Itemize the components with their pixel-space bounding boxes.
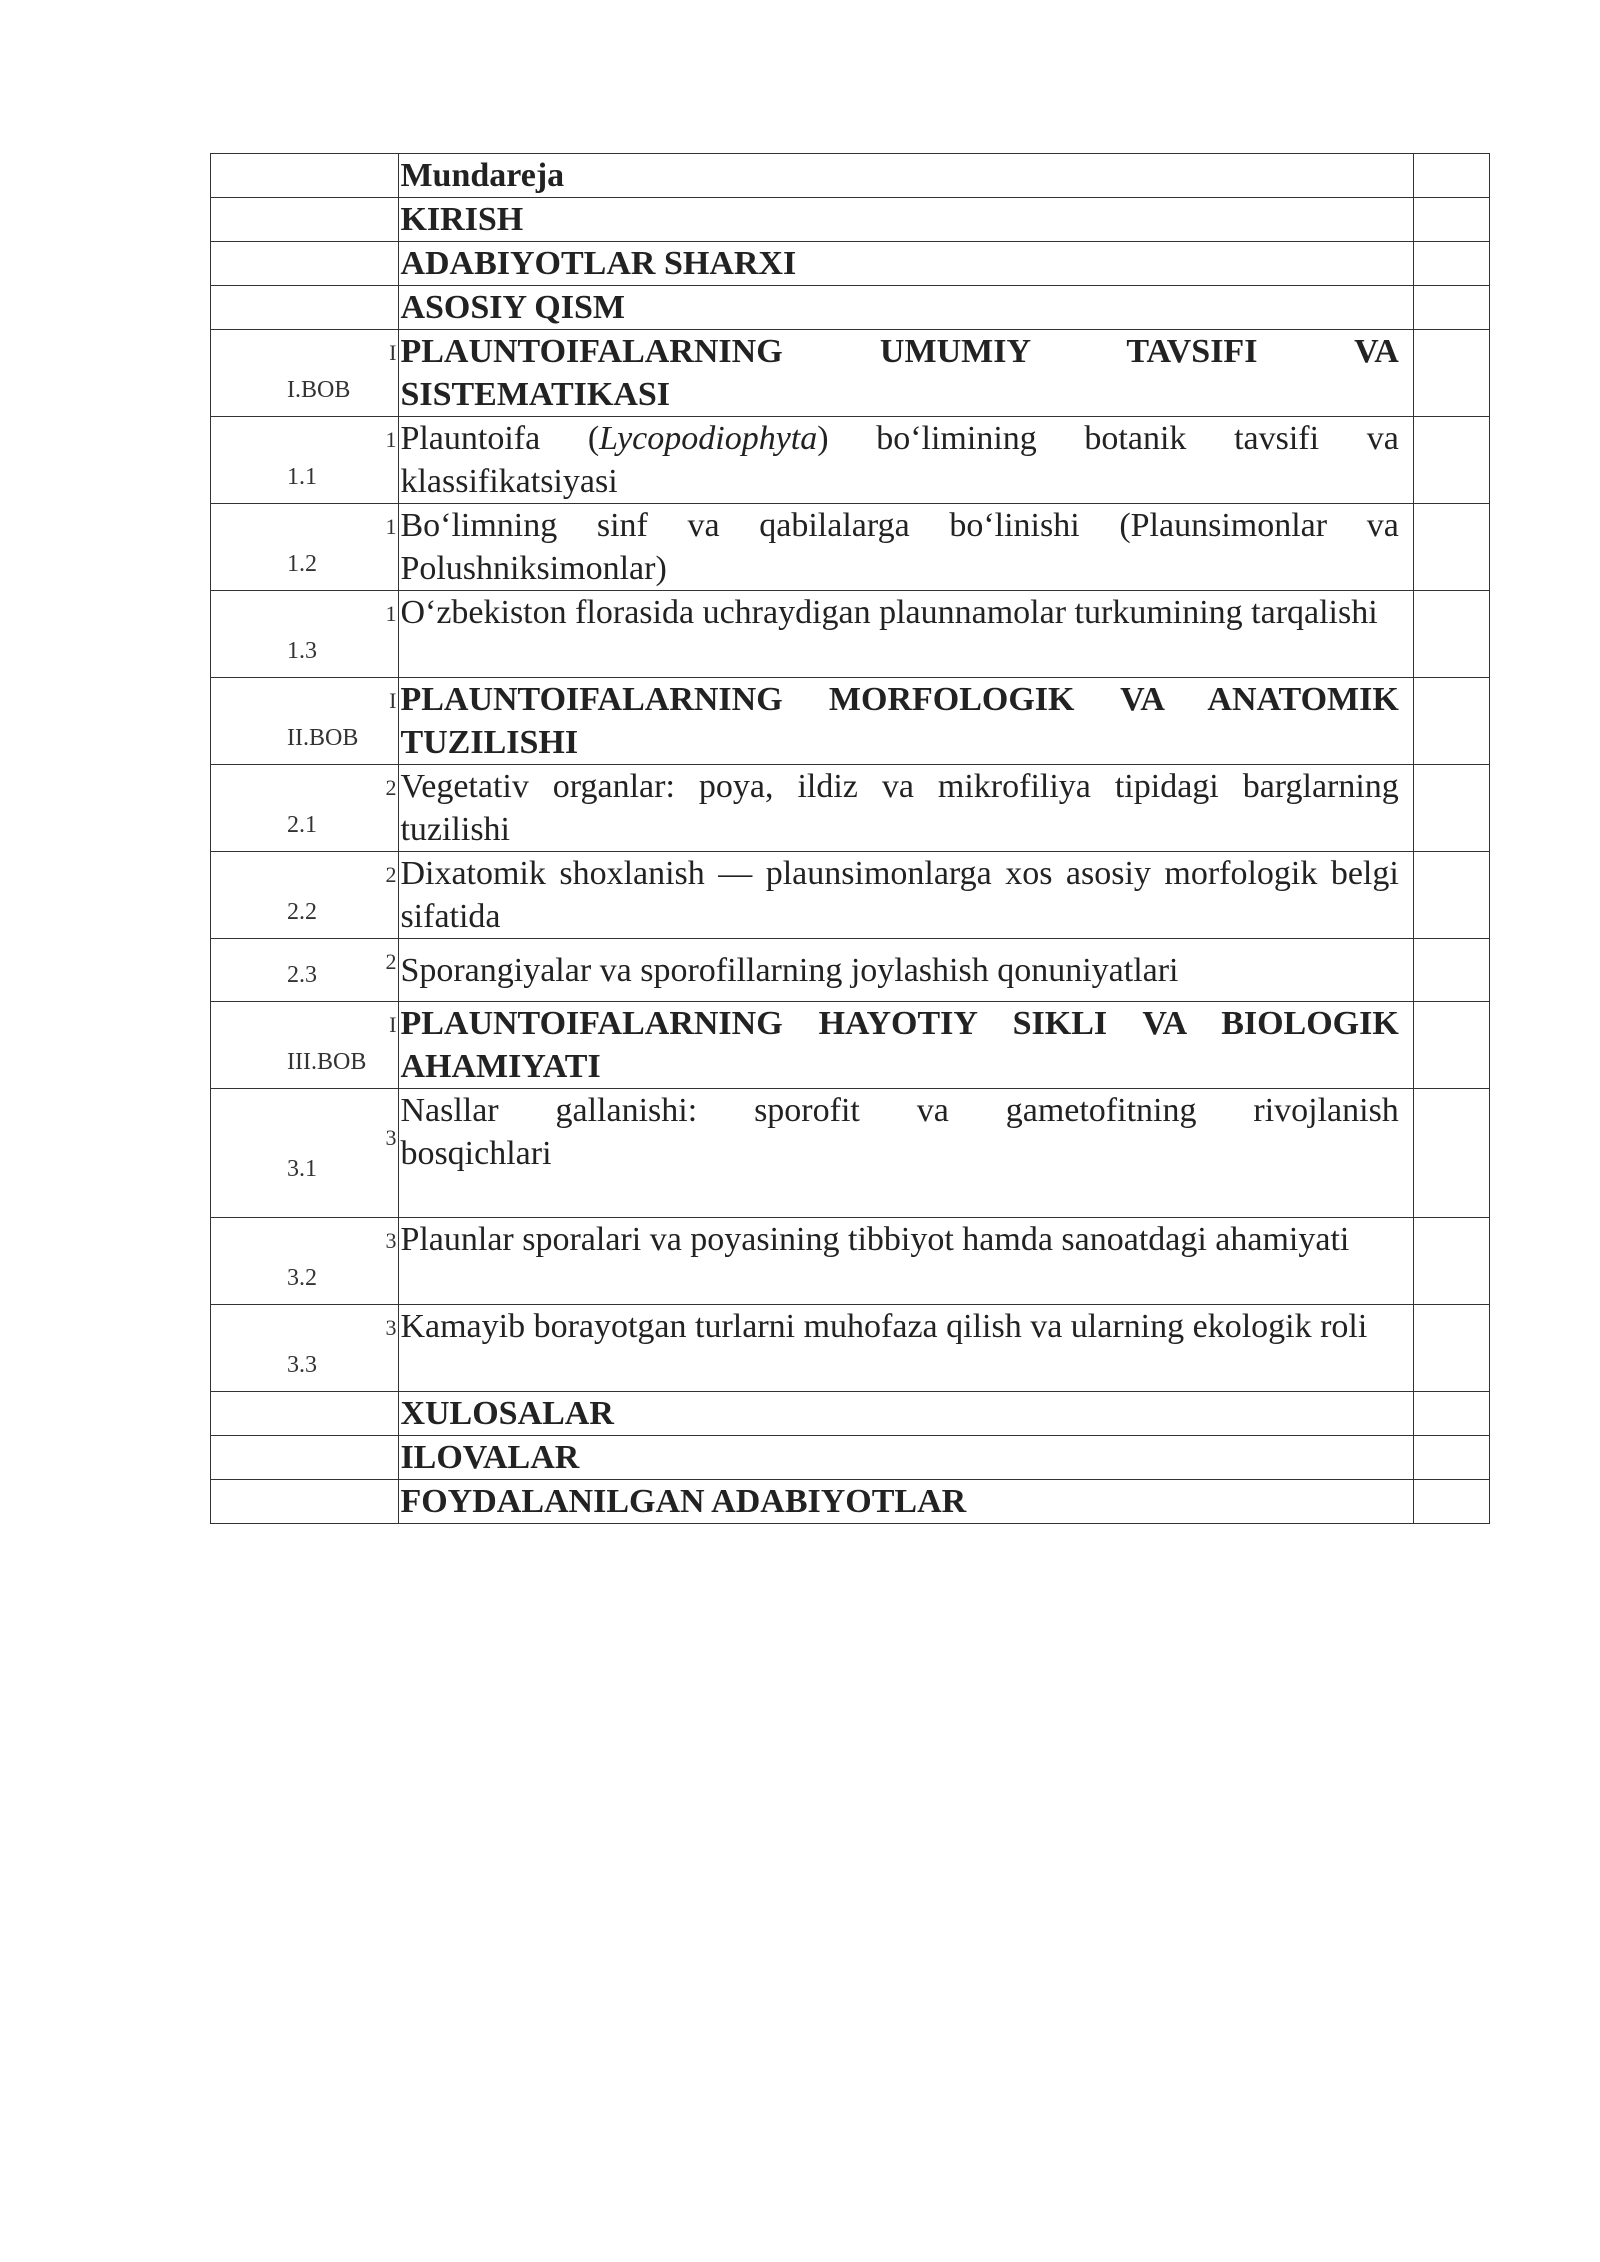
- section-number: 1.3: [287, 638, 317, 664]
- page-cell: [1413, 154, 1489, 198]
- row-title-line-1: Nasllar gallanishi: sporofit va gametofitning rivojlanish: [400, 1092, 1399, 1129]
- table-row: [211, 504, 1490, 591]
- chapter-number: III.BOB: [287, 1049, 367, 1075]
- row-title: Sporangiyalar va sporofillarning joylashish qonuniyatlari: [400, 951, 1179, 989]
- table-row: [211, 417, 1490, 504]
- table-of-contents: [210, 153, 1490, 1524]
- row-title-line-2: klassifikatsiyasi: [400, 463, 618, 500]
- number-cell: [211, 198, 399, 242]
- number-cell: [211, 591, 399, 678]
- row-title-line-2: bosqichlari: [400, 1135, 552, 1172]
- row-marker: 2: [385, 862, 397, 887]
- row-marker: 1: [385, 427, 397, 452]
- row-title-line-2: SISTEMATIKASI: [400, 376, 671, 413]
- title-suffix: ) bo‘limining botanik tavsifi va: [817, 420, 1399, 457]
- table-row: [211, 678, 1490, 765]
- number-cell: [211, 1305, 399, 1392]
- table-row: [211, 1089, 1490, 1218]
- chapter-number: II.BOB: [287, 725, 359, 751]
- section-number: 1.1: [287, 464, 317, 490]
- chapter-number: I.BOB: [287, 377, 351, 403]
- number-cell: [211, 1089, 399, 1218]
- row-title: Plaunlar sporalari va poyasining tibbiyot hamda sanoatdagi ahamiyati: [400, 1221, 1350, 1258]
- section-number: 2.1: [287, 812, 317, 838]
- page-cell: [1413, 417, 1489, 504]
- page-cell: [1413, 1305, 1489, 1392]
- number-cell: [211, 678, 399, 765]
- row-title: ASOSIY QISM: [400, 289, 625, 326]
- number-cell: [211, 1218, 399, 1305]
- page-cell: [1413, 1480, 1489, 1524]
- number-cell: [211, 1480, 399, 1524]
- row-marker: I: [389, 1012, 397, 1037]
- table-row: [211, 1305, 1490, 1392]
- number-cell: [211, 504, 399, 591]
- table-row: [211, 1218, 1490, 1305]
- row-marker: I: [389, 340, 397, 365]
- section-number: 3.1: [287, 1156, 317, 1182]
- page-cell: [1413, 939, 1489, 1002]
- number-cell: [211, 939, 399, 1002]
- row-marker: 1: [385, 514, 397, 539]
- row-marker: 1: [385, 601, 397, 626]
- row-title-line-1: PLAUNTOIFALARNING UMUMIY TAVSIFI VA: [400, 333, 1399, 370]
- page-cell: [1413, 504, 1489, 591]
- number-cell: [211, 1392, 399, 1436]
- section-number: 2.2: [287, 899, 317, 925]
- page-cell: [1413, 1089, 1489, 1218]
- table-row: [211, 1436, 1490, 1480]
- row-title: PLAUNTOIFALARNING MORFOLOGIK VA ANATOMIK TUZILISHI: [400, 681, 1399, 761]
- table-row: [211, 591, 1490, 678]
- row-title: KIRISH: [400, 201, 524, 238]
- table-row: [211, 852, 1490, 939]
- number-cell: [211, 242, 399, 286]
- row-title: Bo‘limning sinf va qabilalarga bo‘linishi (Plaunsimonlar va Polushniksimonlar): [400, 507, 1399, 587]
- table-row: [211, 939, 1490, 1002]
- section-number: 1.2: [287, 551, 317, 577]
- number-cell: [211, 154, 399, 198]
- page-cell: [1413, 330, 1489, 417]
- row-title: Dixatomik shoxlanish — plaunsimonlarga xos asosiy morfologik belgi sifatida: [400, 855, 1399, 935]
- row-marker: 3: [385, 1228, 397, 1253]
- table-row: [211, 330, 1490, 417]
- page-cell: [1413, 765, 1489, 852]
- page-cell: [1413, 678, 1489, 765]
- row-title: ILOVALAR: [400, 1439, 580, 1476]
- row-title: FOYDALANILGAN ADABIYOTLAR: [400, 1483, 967, 1520]
- page-cell: [1413, 591, 1489, 678]
- table-row: [211, 1392, 1490, 1436]
- page-cell: [1413, 1218, 1489, 1305]
- number-cell: [211, 417, 399, 504]
- row-marker: 2: [385, 949, 397, 974]
- table-row: [211, 286, 1490, 330]
- page-cell: [1413, 852, 1489, 939]
- section-number: 3.2: [287, 1265, 317, 1291]
- row-marker: I: [389, 688, 397, 713]
- number-cell: [211, 1002, 399, 1089]
- table-row: [211, 242, 1490, 286]
- page-cell: [1413, 198, 1489, 242]
- number-cell: [211, 765, 399, 852]
- page-cell: [1413, 242, 1489, 286]
- page-cell: [1413, 1436, 1489, 1480]
- row-title: PLAUNTOIFALARNING HAYOTIY SIKLI VA BIOLOGIK AHAMIYATI: [400, 1005, 1399, 1085]
- row-title: Kamayib borayotgan turlarni muhofaza qilish va ularning ekologik roli: [400, 1308, 1368, 1345]
- row-title: ADABIYOTLAR SHARXI: [400, 245, 797, 282]
- row-title: Vegetativ organlar: poya, ildiz va mikrofiliya tipidagi barglarning tuzilishi: [400, 768, 1399, 848]
- row-title: XULOSALAR: [400, 1395, 614, 1432]
- table-row-header: [211, 154, 1490, 198]
- number-cell: [211, 1436, 399, 1480]
- row-title-line-1: [399, 417, 1412, 460]
- row-marker: 3: [385, 1315, 397, 1340]
- row-marker: 3: [385, 1125, 397, 1150]
- table-row: [211, 1480, 1490, 1524]
- page-cell: [1413, 1002, 1489, 1089]
- row-marker: 2: [385, 775, 397, 800]
- latin-name: Lycopodiophyta: [599, 420, 818, 457]
- table-row: [211, 1002, 1490, 1089]
- row-title: O‘zbekiston florasida uchraydigan plaunnamolar turkumining tarqalishi: [400, 594, 1378, 631]
- number-cell: [211, 286, 399, 330]
- section-number: 3.3: [287, 1352, 317, 1378]
- page-cell: [1413, 286, 1489, 330]
- number-cell: [211, 852, 399, 939]
- table-row: [211, 765, 1490, 852]
- table-row: [211, 198, 1490, 242]
- section-number: 2.3: [287, 962, 317, 988]
- number-cell: [211, 330, 399, 417]
- toc-heading: Mundareja: [400, 157, 565, 194]
- page-cell: [1413, 1392, 1489, 1436]
- title-prefix: Plauntoifa (: [400, 420, 600, 457]
